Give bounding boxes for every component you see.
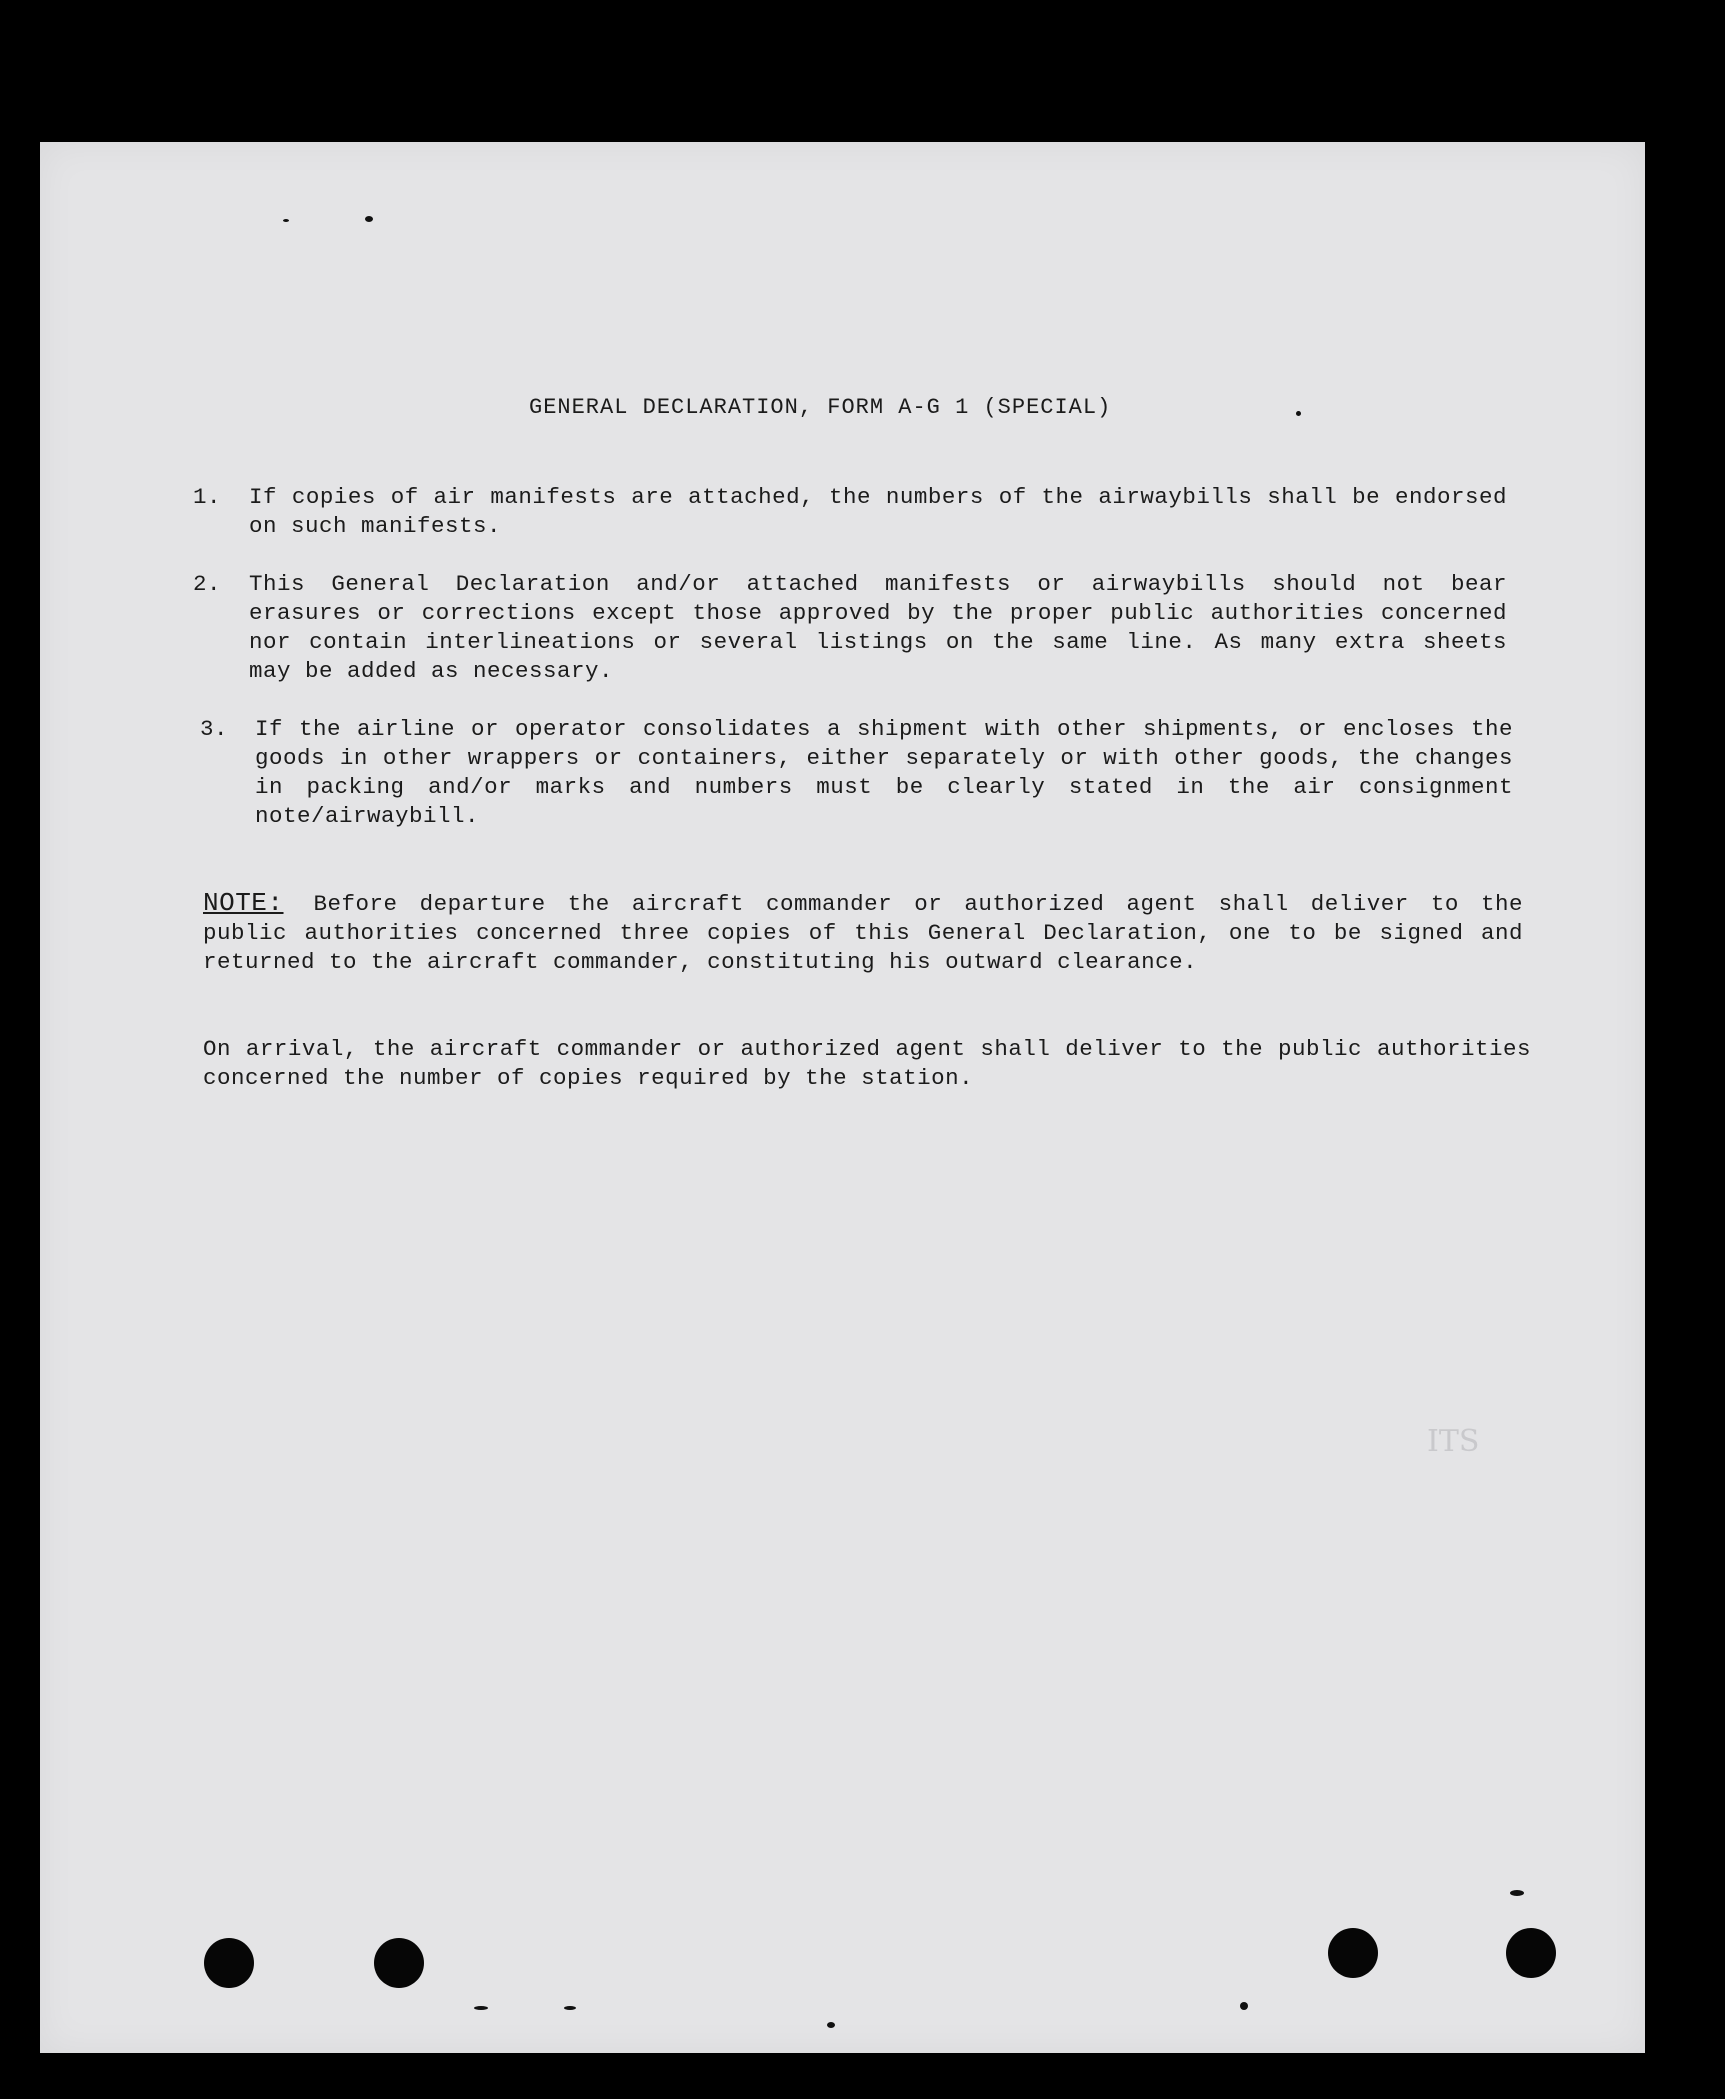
item-number: 1. [193,484,222,510]
ink-speck [1296,411,1301,416]
item-text: This General Declaration and/or attached manifests or airwaybills should not bear erasures or corrections except those approved by the proper public authorities concerned nor contain interlineations or several listings on the same line. As many extra sheets may be added as necessary. [249,571,1507,684]
list-item [193,570,1560,688]
item-text: If the airline or operator consolidates a shipment with other shipments, or encloses the goods in other wrappers or containers, either separately or with other goods, the changes in packing and/or marks and numbers must be clearly stated in the air consignment note/airwaybill. [255,716,1513,829]
note-text: Before departure the aircraft commander or authorized agent shall deliver to the public authorities concerned three copies of this General Declaration, one to be signed and returned to the aircraft commander, constituting his outward clearance. [203,891,1523,975]
ink-speck [1240,2002,1248,2010]
punch-hole [374,1938,424,1988]
ink-speck [564,2006,576,2010]
ink-speck [365,216,373,222]
document-page [40,142,1645,2053]
item-number: 3. [200,716,229,742]
note-label: NOTE: [203,888,284,918]
note-paragraph [203,889,1523,977]
punch-hole [1328,1928,1378,1978]
item-number: 2. [193,571,222,597]
ink-speck [283,219,289,222]
arrival-paragraph: On arrival, the aircraft commander or authorized agent shall deliver to the public authorities concerned the number of copies required by the station. [203,1036,1531,1091]
ink-speck [474,2006,488,2010]
punch-hole [1506,1928,1556,1978]
list-item [200,715,1567,833]
item-text: If copies of air manifests are attached, the numbers of the airwaybills shall be endorsed on such manifests. [249,484,1507,539]
punch-hole [204,1938,254,1988]
bleedthrough-text: ITS [1427,1424,1480,1459]
list-item [193,483,1560,543]
document-title: GENERAL DECLARATION, FORM A-G 1 (SPECIAL) [529,395,1112,420]
ink-speck [827,2022,835,2028]
ink-speck [1510,1890,1524,1896]
